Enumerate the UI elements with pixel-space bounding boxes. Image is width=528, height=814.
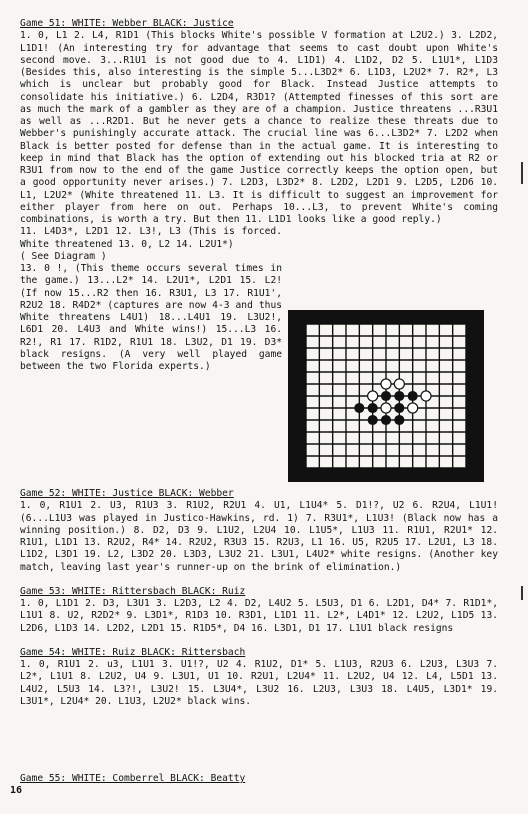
white-stone — [381, 379, 391, 389]
white-stone — [381, 403, 391, 413]
game-52-moves: 1. 0, R1U1 2. U3, R1U3 3. R1U2, R2U1 4. U1, L1U4* 5. D1!?, U2 6. R2U4, L1U1! (6...L1U3 was played in Justico-Hawkins, rd. 1) 7. R3U1*, L1U3! (Black now has a winning position.) 8. D2, D3 9. L1U2, L2U4 10. L1U5*, L1U3 11. R1U1, R2U1* 12. R1U1, L1D1 13. R2U2, R4* 14. R2U2, R3U3 15. R2U3, L1 16. U5, R2U5 17. L2U1, L3 18. L1D2, L3D1 19. L2, L3D2 20. L3D3, L3U2 21. L3U1, L4U2* white resigns. (Another key match, leaving last year's runner-up on the brink of elimination.) — [20, 500, 498, 573]
black-stone — [354, 403, 364, 413]
black-stone — [408, 391, 418, 401]
white-stone — [394, 379, 404, 389]
game-53-heading: Game 53: WHITE: Rittersbach BLACK: Ruiz — [20, 585, 246, 597]
game-51-moves-11-12: 11. L4D3*, L2D1 12. L3!, L3 (This is forced. White threatened 13. 0, L2 14. L2U1*) — [20, 226, 282, 250]
black-stone — [394, 415, 404, 425]
game-51-annotation: 1. 0, L1 2. L4, R1D1 (This blocks White's possible V formation at L2U2.) 3. L2D2, L1D1! (An interesting try for advantage that seems to cast doubt upon White's second move. 3...R1U1 is not good due to 4. L1D1) 4. L1D2, D2 5. L1U1*, L1D3 (Besides this, also interesting is the simple 5...L3D2* 6. L1D3, L2U2* 7. R2*, L3 which is unclear but probably good for Black. Instead Justice attempts to consolidate his initiative.) 6. L2D4, R3D1? (Attempted finesses of this sort are as much the mark of a gambler as they are of a champion. Justice threatens ...R3U1 as well as ...R2D1. But he never gets a chance to realize these threats due to Webber's punishingly accurate attack. The crucial line was 6...L3D2* 7. L2D2 when Black is better posted for defense than in the actual game. It is interesting to keep in mind that Black has the option of extending out his blocked tria at R2 or R3U1 from now to the end of the game Justice correctly keeps the option open, but a good opportunity never arises.) 7. L2D3, L3D2* 8. L2D2, L2D1 9. L2D5, L2D6 10. L1, L2U2* (White threatened 11. L3. It is difficult to suggest an improvement for either player from here on out. Perhaps 10...L3, to prevent White's coming combinations, is worth a try. But then 11. L1D1 looks like a good reply.) — [20, 30, 498, 225]
game-52-section — [20, 488, 498, 574]
white-stone — [408, 403, 418, 413]
black-stone — [368, 415, 378, 425]
margin-mark — [521, 586, 523, 600]
game-51-heading: Game 51: WHITE: Webber BLACK: Justice — [20, 18, 234, 29]
game-52-heading: Game 52: WHITE: Justice BLACK: Webber — [20, 488, 234, 499]
white-stone — [368, 391, 378, 401]
game-51-moves-13-19: 13. 0 !, (This theme occurs several times in the game.) 13...L2* 14. L2U1*, L2D1 15. L2! (If now 15...R2 then 16. R3U1, L3 17. R1U1', R2U2 18. R4D2* (captures are now 4-3 and thus White threatens L4U1) 18...L4U1 19. L3U2!, L6D1 20. L4U3 and White wins!) 15...L3 16. R2!, R1 17. R1D2, R1U1 18. L3U2, D1 19. D3* black resigns. (A very well played game between the two Florida experts.) — [20, 263, 282, 372]
game-53-section — [20, 586, 498, 635]
board-diagram — [288, 310, 484, 482]
game-54-section — [20, 647, 498, 708]
white-stone — [421, 391, 431, 401]
black-stone — [381, 391, 391, 401]
black-stone — [381, 415, 391, 425]
game-54-heading: Game 54: WHITE: Ruiz BLACK: Rittersbach — [20, 646, 246, 658]
margin-mark — [521, 162, 523, 184]
diagram-caption: ( See Diagram ) — [20, 250, 107, 262]
black-stone — [394, 391, 404, 401]
games-52-55 — [20, 488, 498, 720]
black-stone — [394, 403, 404, 413]
page-number: 16 — [10, 785, 23, 796]
game-53-moves: 1. 0, L1D1 2. D3, L3U1 3. L2D3, L2 4. D2, L4U2 5. L5U3, D1 6. L2D1, D4* 7. R1D1*, L1U1 8. U2, R2D2* 9. L3D1*, R1D3 10. R3D1, L1D1 11. L2*, L4D1* 12. L2U2, L1D5 13. L2D6, L1D3 14. L2D2, L2D1 15. R1D5*, D4 16. L3D1, D1 17. L1U1 black resigns — [20, 598, 498, 634]
black-stone — [368, 403, 378, 413]
game-54-moves: 1. 0, R1U1 2. u3, L1U1 3. U1!?, U2 4. R1U2, D1* 5. L1U3, R2U3 6. L2U3, L3U3 7. L2*, L1U1 8. L2U2, U4 9. L3U1, U1 10. R2U1, L2U4* 11. L2U2, U4 12. L4, L5D1 13. L4U2, L5U3 14. L3?!, L3U2! 15. L3U4*, L3U2 16. L2U3, L3U3 18. L4U5, L3D1* 19. L3U1*, L2U4* 20. L1U3, L2U2* black wins. — [20, 659, 498, 707]
game-55-heading: Game 55: WHITE: Comberrel BLACK: Beatty — [20, 773, 246, 784]
game-51-continuation — [20, 226, 282, 373]
